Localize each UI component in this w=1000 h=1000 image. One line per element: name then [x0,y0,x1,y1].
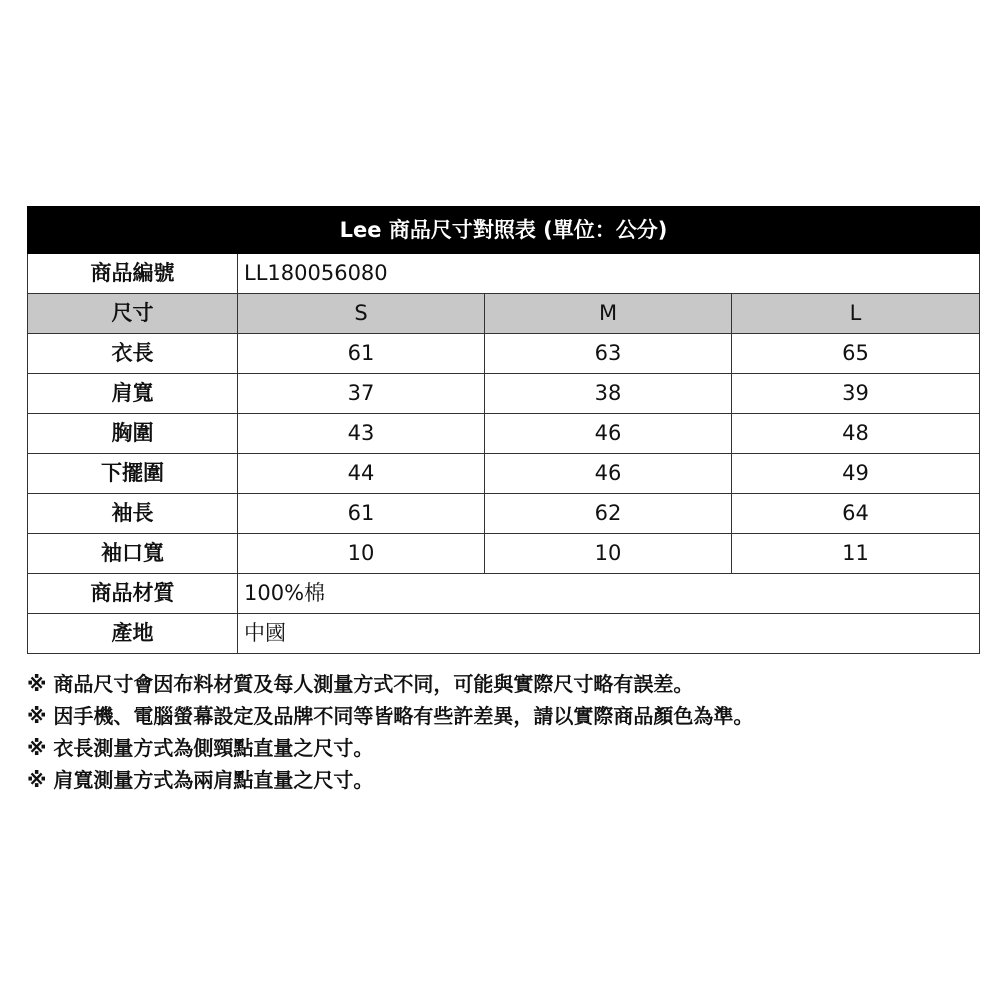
size-header-s: S [238,294,485,334]
cell-value: 43 [238,414,485,454]
origin-value: 中國 [238,614,980,654]
table-row [28,534,980,574]
cell-value: 10 [238,534,485,574]
product-id-label: 商品編號 [28,254,238,294]
cell-value: 38 [485,374,732,414]
cell-value: 44 [238,454,485,494]
cell-value: 37 [238,374,485,414]
note-item: ※ 衣長測量方式為側頸點直量之尺寸。 [27,736,374,760]
note-item: ※ 商品尺寸會因布料材質及每人測量方式不同，可能與實際尺寸略有誤差。 [27,672,694,696]
cell-value: 62 [485,494,732,534]
product-id-row [28,254,980,294]
size-header-m: M [485,294,732,334]
notes-list [27,668,979,796]
size-label: 尺寸 [28,294,238,334]
row-label: 肩寬 [28,374,238,414]
note-item: ※ 因手機、電腦螢幕設定及品牌不同等皆略有些許差異，請以實際商品顏色為準。 [27,704,754,728]
cell-value: 65 [732,334,980,374]
material-row [28,574,980,614]
origin-label: 產地 [28,614,238,654]
size-chart-table [27,206,980,654]
cell-value: 46 [485,414,732,454]
cell-value: 61 [238,494,485,534]
cell-value: 64 [732,494,980,534]
note-item: ※ 肩寬測量方式為兩肩點直量之尺寸。 [27,768,374,792]
size-header-row [28,294,980,334]
cell-value: 49 [732,454,980,494]
cell-value: 61 [238,334,485,374]
table-row [28,414,980,454]
row-label: 衣長 [28,334,238,374]
table-row [28,374,980,414]
cell-value: 10 [485,534,732,574]
cell-value: 46 [485,454,732,494]
product-id-value: LL180056080 [238,254,980,294]
size-header-l: L [732,294,980,334]
title-row [28,207,980,254]
table-row [28,454,980,494]
row-label: 下擺圍 [28,454,238,494]
origin-row [28,614,980,654]
cell-value: 39 [732,374,980,414]
cell-value: 48 [732,414,980,454]
cell-value: 63 [485,334,732,374]
material-label: 商品材質 [28,574,238,614]
cell-value: 11 [732,534,980,574]
table-title: Lee 商品尺寸對照表 (單位：公分) [28,207,980,254]
material-value: 100%棉 [238,574,980,614]
table-row [28,494,980,534]
row-label: 胸圍 [28,414,238,454]
row-label: 袖長 [28,494,238,534]
row-label: 袖口寬 [28,534,238,574]
table-row [28,334,980,374]
